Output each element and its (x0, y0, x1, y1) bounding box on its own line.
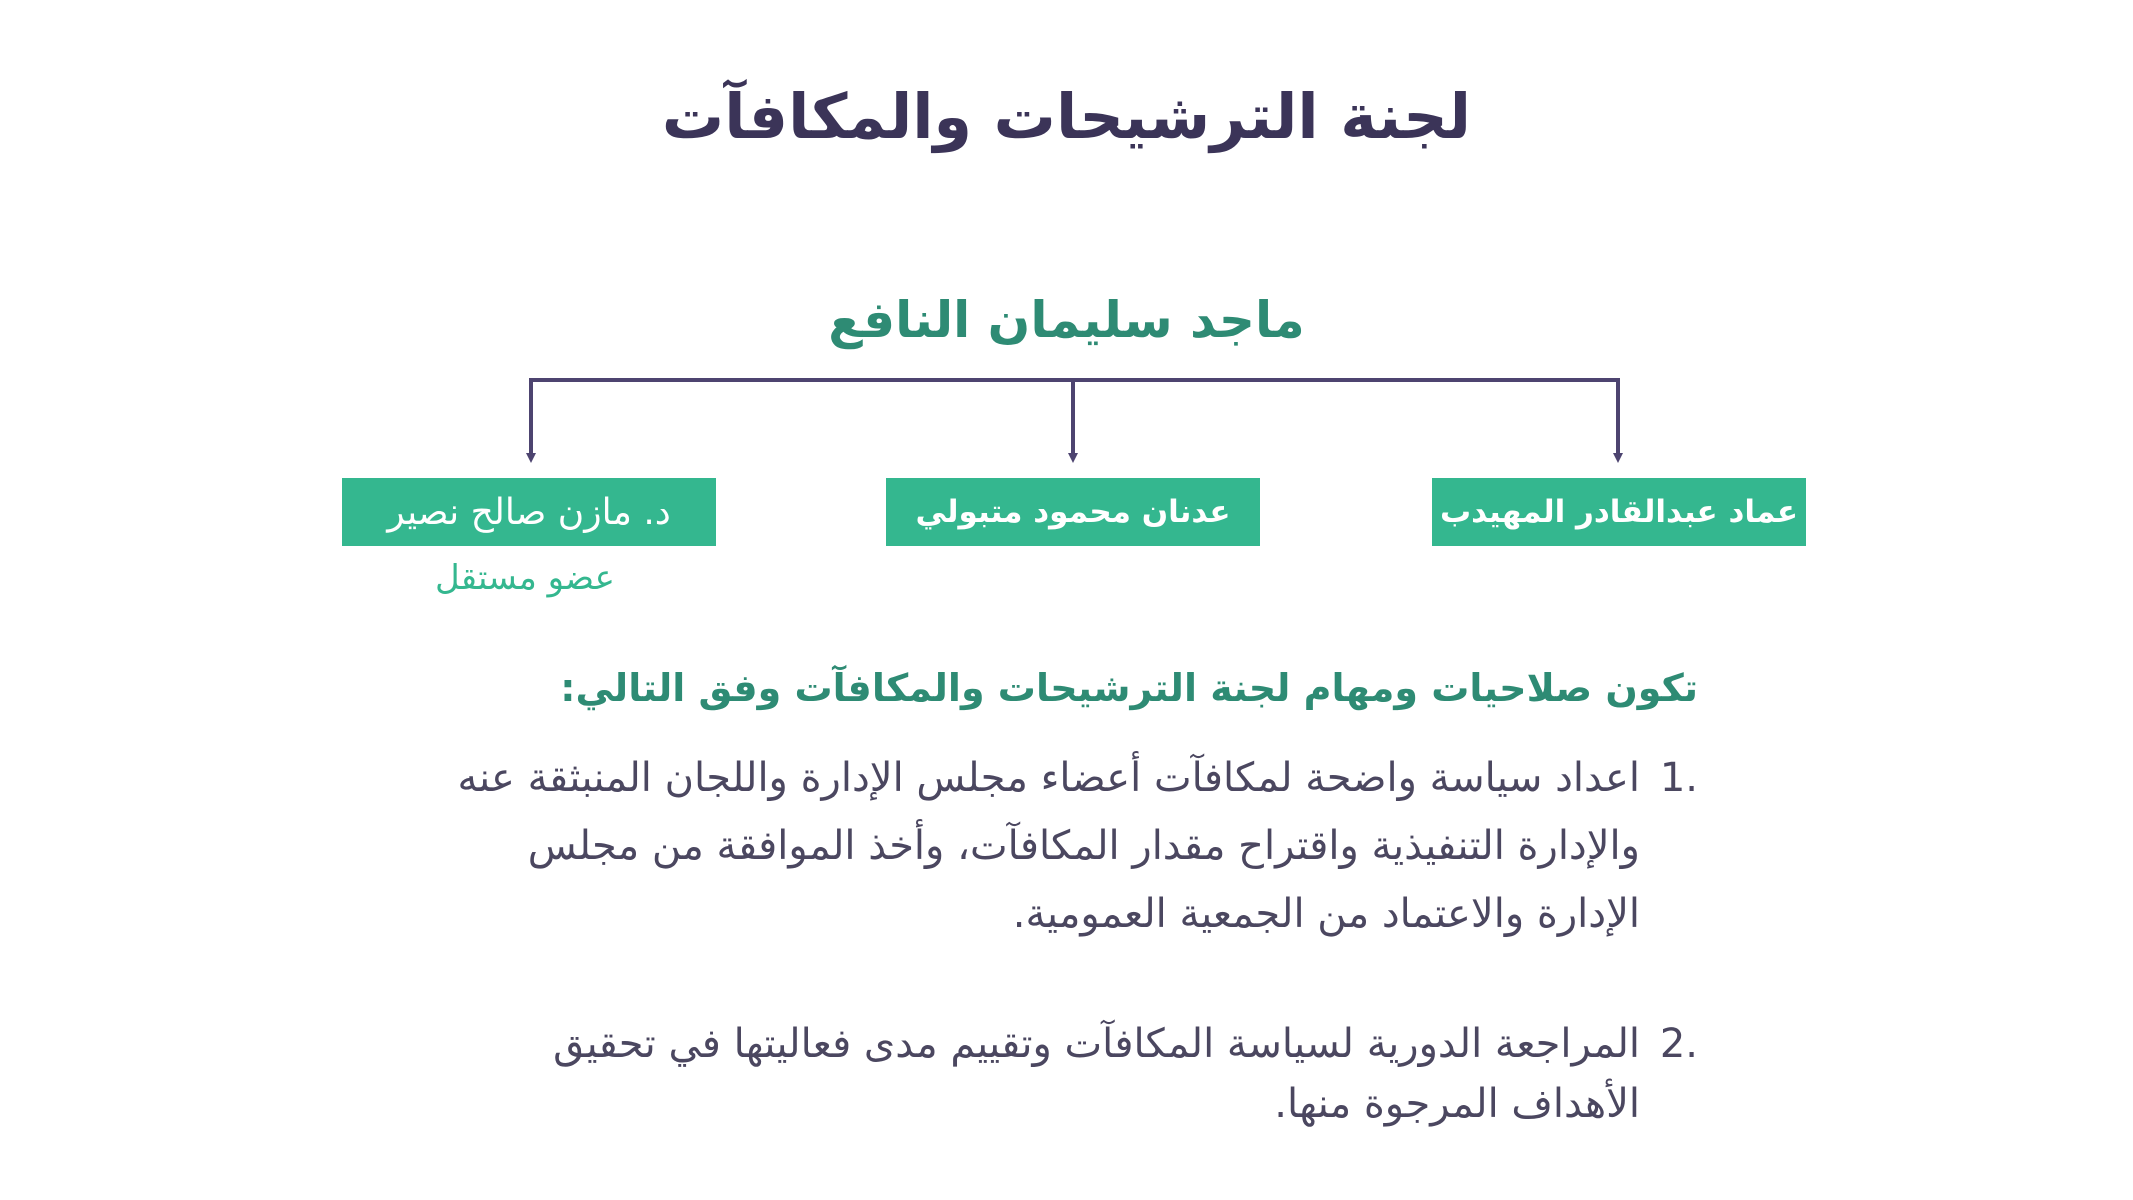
member-name: عدنان محمود متبولي (915, 494, 1231, 530)
task-item-1 (440, 744, 1698, 948)
page-title: لجنة الترشيحات والمكافآت (661, 80, 1472, 153)
member-name: عماد عبدالقادر المهيدب (1439, 494, 1799, 530)
task-number: 2. (1659, 1021, 1698, 1067)
section-intro: تكون صلاحيات ومهام لجنة الترشيحات والمكافآت وفق التالي: (560, 666, 1698, 710)
member-name: د. مازن صالح نصير (387, 491, 671, 533)
committee-chair: ماجد سليمان النافع (828, 291, 1305, 349)
member-box-1 (1432, 478, 1806, 546)
task-number: 1. (1659, 755, 1698, 801)
task-text: المراجعة الدورية لسياسة المكافآت وتقييم مدى فعاليتها في تحقيق الأهداف المرجوة منها. (553, 1021, 1640, 1127)
member-box-2 (886, 478, 1260, 546)
task-item-2 (440, 1014, 1698, 1134)
member-box-3 (342, 478, 716, 546)
task-text: اعداد سياسة واضحة لمكافآت أعضاء مجلس الإدارة واللجان المنبثقة عنه والإدارة التنفيذية واقتراح مقدار المكافآت، وأخذ الموافقة من مجلس الإدارة والاعتماد من الجمعية العمومية. (457, 755, 1640, 937)
member-role-note: عضو مستقل (435, 558, 615, 598)
